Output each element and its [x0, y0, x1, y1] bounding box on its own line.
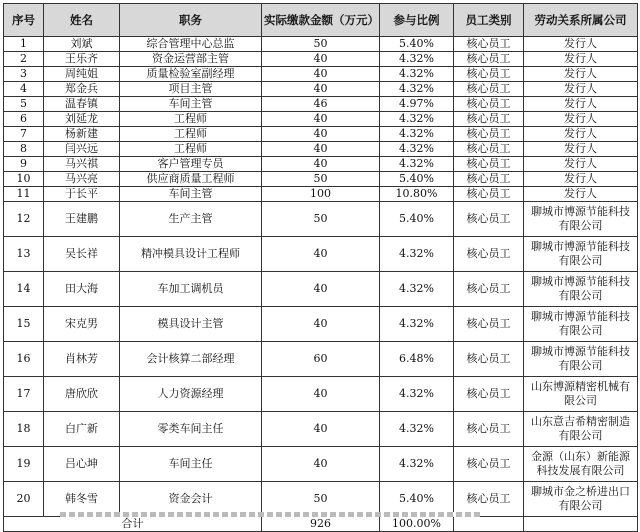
row-category: 核心员工 — [454, 127, 524, 142]
row-ratio: 5.40% — [380, 482, 454, 517]
row-name: 刘斌 — [44, 37, 120, 52]
row-category: 核心员工 — [454, 142, 524, 157]
row-ratio: 4.32% — [380, 112, 454, 127]
row-no: 1 — [4, 37, 44, 52]
row-amount: 40 — [262, 377, 380, 412]
row-position: 零类车间主任 — [120, 412, 262, 447]
row-name: 唐欣欣 — [44, 377, 120, 412]
row-company: 发行人 — [524, 112, 638, 127]
row-position: 车加工调机员 — [120, 272, 262, 307]
row-no: 19 — [4, 447, 44, 482]
total-empty-company — [524, 517, 638, 532]
row-category: 核心员工 — [454, 342, 524, 377]
row-no: 4 — [4, 82, 44, 97]
row-amount: 40 — [262, 82, 380, 97]
table-row — [4, 412, 638, 447]
row-amount: 60 — [262, 342, 380, 377]
row-category: 核心员工 — [454, 172, 524, 187]
row-category: 核心员工 — [454, 447, 524, 482]
table-row — [4, 187, 638, 202]
row-amount: 40 — [262, 112, 380, 127]
row-position: 车间主管 — [120, 187, 262, 202]
row-name: 田大海 — [44, 272, 120, 307]
row-no: 20 — [4, 482, 44, 517]
row-name: 白广新 — [44, 412, 120, 447]
row-position: 精冲模具设计工程师 — [120, 237, 262, 272]
row-name: 吕心坤 — [44, 447, 120, 482]
row-ratio: 4.32% — [380, 272, 454, 307]
row-name: 周纯姐 — [44, 67, 120, 82]
table-row — [4, 307, 638, 342]
participants-table — [3, 3, 638, 532]
row-name: 马兴亮 — [44, 172, 120, 187]
row-ratio: 5.40% — [380, 37, 454, 52]
row-position: 工程师 — [120, 142, 262, 157]
row-name: 郑金兵 — [44, 82, 120, 97]
row-amount: 40 — [262, 142, 380, 157]
table-row — [4, 342, 638, 377]
row-no: 7 — [4, 127, 44, 142]
table-row — [4, 142, 638, 157]
row-position: 项目主管 — [120, 82, 262, 97]
row-amount: 40 — [262, 67, 380, 82]
row-name: 宋克男 — [44, 307, 120, 342]
row-company: 发行人 — [524, 142, 638, 157]
table-row — [4, 112, 638, 127]
row-amount: 40 — [262, 272, 380, 307]
cropped-text-strip — [60, 512, 480, 517]
row-no: 16 — [4, 342, 44, 377]
row-no: 14 — [4, 272, 44, 307]
row-no: 18 — [4, 412, 44, 447]
row-category: 核心员工 — [454, 237, 524, 272]
row-position: 供应商质量工程师 — [120, 172, 262, 187]
row-name: 马兴祺 — [44, 157, 120, 172]
total-ratio: 100.00% — [380, 517, 454, 532]
table-row — [4, 202, 638, 237]
row-company: 聊城市博源节能科技有限公司 — [524, 307, 638, 342]
row-no: 6 — [4, 112, 44, 127]
row-amount: 40 — [262, 127, 380, 142]
row-no: 15 — [4, 307, 44, 342]
row-position: 车间主任 — [120, 447, 262, 482]
row-company: 聊城市金之桥进出口有限公司 — [524, 482, 638, 517]
row-position: 工程师 — [120, 112, 262, 127]
header-row — [4, 4, 638, 37]
row-category: 核心员工 — [454, 112, 524, 127]
row-position: 会计核算二部经理 — [120, 342, 262, 377]
row-no: 5 — [4, 97, 44, 112]
row-ratio: 4.32% — [380, 82, 454, 97]
row-ratio: 5.40% — [380, 172, 454, 187]
row-company: 发行人 — [524, 97, 638, 112]
row-company: 发行人 — [524, 52, 638, 67]
table-row — [4, 37, 638, 52]
row-name: 刘延龙 — [44, 112, 120, 127]
table-row — [4, 67, 638, 82]
row-ratio: 4.32% — [380, 237, 454, 272]
row-ratio: 4.32% — [380, 447, 454, 482]
row-category: 核心员工 — [454, 377, 524, 412]
table-row — [4, 272, 638, 307]
row-company: 发行人 — [524, 82, 638, 97]
row-ratio: 4.32% — [380, 307, 454, 342]
row-company: 聊城市博源节能科技有限公司 — [524, 342, 638, 377]
row-ratio: 5.40% — [380, 202, 454, 237]
header-ratio: 参与比例 — [380, 4, 454, 37]
row-company: 发行人 — [524, 157, 638, 172]
row-company: 发行人 — [524, 187, 638, 202]
header-position: 职务 — [120, 4, 262, 37]
row-amount: 46 — [262, 97, 380, 112]
row-name: 杨新建 — [44, 127, 120, 142]
row-ratio: 4.32% — [380, 157, 454, 172]
header-no: 序号 — [4, 4, 44, 37]
row-ratio: 4.32% — [380, 67, 454, 82]
table-row — [4, 82, 638, 97]
row-name: 于长平 — [44, 187, 120, 202]
row-company: 发行人 — [524, 37, 638, 52]
table-row — [4, 237, 638, 272]
row-no: 13 — [4, 237, 44, 272]
row-category: 核心员工 — [454, 97, 524, 112]
row-position: 工程师 — [120, 127, 262, 142]
header-category: 员工类别 — [454, 4, 524, 37]
row-category: 核心员工 — [454, 482, 524, 517]
row-no: 17 — [4, 377, 44, 412]
row-ratio: 4.97% — [380, 97, 454, 112]
row-company: 聊城市博源节能科技有限公司 — [524, 237, 638, 272]
row-no: 2 — [4, 52, 44, 67]
row-position: 车间主管 — [120, 97, 262, 112]
row-amount: 50 — [262, 37, 380, 52]
row-category: 核心员工 — [454, 37, 524, 52]
row-no: 10 — [4, 172, 44, 187]
table-row — [4, 127, 638, 142]
row-ratio: 4.32% — [380, 142, 454, 157]
row-name: 王乐齐 — [44, 52, 120, 67]
table-row — [4, 157, 638, 172]
row-company: 聊城市博源节能科技有限公司 — [524, 202, 638, 237]
total-label: 合计 — [4, 517, 262, 532]
row-category: 核心员工 — [454, 52, 524, 67]
row-no: 8 — [4, 142, 44, 157]
row-position: 资金会计 — [120, 482, 262, 517]
row-no: 3 — [4, 67, 44, 82]
row-position: 生产主管 — [120, 202, 262, 237]
row-position: 资金运营部主管 — [120, 52, 262, 67]
row-position: 客户管理专员 — [120, 157, 262, 172]
row-amount: 40 — [262, 157, 380, 172]
row-no: 12 — [4, 202, 44, 237]
row-category: 核心员工 — [454, 157, 524, 172]
header-amount: 实际缴款金额（万元） — [262, 4, 380, 37]
row-amount: 100 — [262, 187, 380, 202]
row-no: 11 — [4, 187, 44, 202]
row-position: 人力资源经理 — [120, 377, 262, 412]
row-position: 质量检验室副经理 — [120, 67, 262, 82]
row-ratio: 10.80% — [380, 187, 454, 202]
row-amount: 40 — [262, 237, 380, 272]
row-category: 核心员工 — [454, 187, 524, 202]
row-amount: 40 — [262, 52, 380, 67]
total-empty-category — [454, 517, 524, 532]
row-amount: 50 — [262, 202, 380, 237]
row-company: 发行人 — [524, 172, 638, 187]
table-row — [4, 377, 638, 412]
row-ratio: 6.48% — [380, 342, 454, 377]
row-ratio: 4.32% — [380, 377, 454, 412]
row-category: 核心员工 — [454, 202, 524, 237]
header-company: 劳动关系所属公司 — [524, 4, 638, 37]
row-amount: 50 — [262, 172, 380, 187]
row-name: 王建鹏 — [44, 202, 120, 237]
row-no: 9 — [4, 157, 44, 172]
row-ratio: 4.32% — [380, 412, 454, 447]
row-amount: 50 — [262, 482, 380, 517]
row-name: 温春镇 — [44, 97, 120, 112]
row-amount: 40 — [262, 412, 380, 447]
row-company: 山东意吉希精密制造有限公司 — [524, 412, 638, 447]
row-category: 核心员工 — [454, 82, 524, 97]
row-company: 金源（山东）新能源科技发展有限公司 — [524, 447, 638, 482]
row-company: 山东博源精密机械有限公司 — [524, 377, 638, 412]
row-company: 聊城市博源节能科技有限公司 — [524, 272, 638, 307]
table-row — [4, 172, 638, 187]
row-name: 韩冬雪 — [44, 482, 120, 517]
row-category: 核心员工 — [454, 307, 524, 342]
row-company: 发行人 — [524, 67, 638, 82]
total-amount: 926 — [262, 517, 380, 532]
row-ratio: 4.32% — [380, 52, 454, 67]
row-amount: 40 — [262, 447, 380, 482]
header-name: 姓名 — [44, 4, 120, 37]
table-row — [4, 447, 638, 482]
row-category: 核心员工 — [454, 67, 524, 82]
row-ratio: 4.32% — [380, 127, 454, 142]
table-row — [4, 52, 638, 67]
total-row — [4, 517, 638, 532]
row-category: 核心员工 — [454, 412, 524, 447]
row-position: 模具设计主管 — [120, 307, 262, 342]
table-row — [4, 97, 638, 112]
row-company: 发行人 — [524, 127, 638, 142]
row-name: 闫兴远 — [44, 142, 120, 157]
row-amount: 40 — [262, 307, 380, 342]
row-position: 综合管理中心总监 — [120, 37, 262, 52]
row-name: 吴长祥 — [44, 237, 120, 272]
row-name: 肖林芳 — [44, 342, 120, 377]
row-category: 核心员工 — [454, 272, 524, 307]
